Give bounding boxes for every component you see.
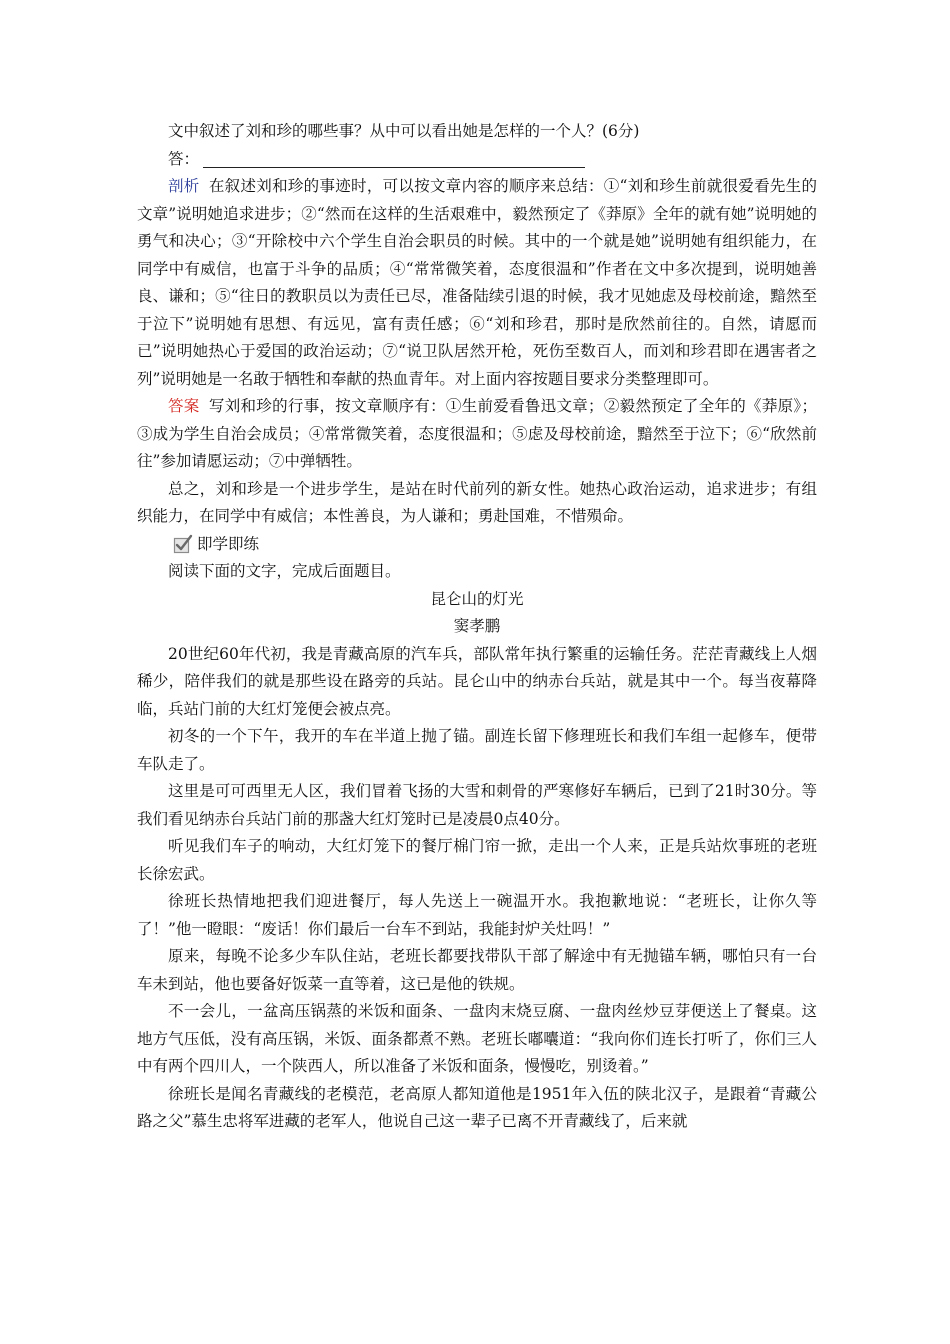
- article-author: 窦孝鹏: [453, 617, 501, 635]
- analysis-tag: 剖析: [168, 177, 200, 195]
- answer-summary: 总之，刘和珍是一个进步学生，是站在时代前列的新女性。她热心政治运动，追求进步；有组织能力，在同学中有威信；本性善良，为人谦和；勇赴国难，不惜殒命。: [137, 479, 817, 525]
- answer-blank-row: [137, 146, 817, 174]
- analysis-paragraph: [137, 173, 817, 393]
- answer-prefix: 答：: [168, 149, 200, 168]
- analysis-text: 在叙述刘和珍的事迹时，可以按文章内容的顺序来总结：①“刘和珍生前就很爱看先生的文章”说明她追求进步；②“然而在这样的生活艰难中，毅然预定了《莽原》全年的就有她”说明她的勇气和决心；③“开除校中六个学生自治会职员的时候。其中的一个就是她”说明她有组织能力，在同学中有威信，也富于斗争的品质；④“常常微笑着，态度很温和”作者在文中多次提到，说明她善良、谦和；⑤“往日的教职员以为责任已尽，准备陆续引退的时候，我才见她虑及母校前途，黯然至于泣下”说明她有思想、有远见，富有责任感；⑥“刘和珍君，那时是欣然前往的。自然，请愿而已”说明她热心于爱国的政治运动；⑦“说卫队居然开枪，死伤至数百人，而刘和珍君即在遇害者之列”说明她是一名敢于牺牲和奉献的热血青年。对上面内容按题目要求分类整理即可。: [137, 177, 817, 388]
- article-paragraph: 徐班长热情地把我们迎进餐厅，每人先送上一碗温开水。我抱歉地说：“老班长，让你久等了！”他一瞪眼：“废话！你们最后一台车不到站，我能封炉关灶吗！”: [137, 892, 817, 938]
- article-paragraph: 徐班长是闻名青藏线的老模范，老高原人都知道他是1951年入伍的陕北汉子，是跟着“青藏公路之父”慕生忠将军进藏的老军人，他说自己这一辈子已离不开青藏线了，后来就: [137, 1084, 817, 1130]
- question-text: 文中叙述了刘和珍的哪些事？从中可以看出她是怎样的一个人？(6分): [168, 122, 640, 140]
- article-title: 昆仑山的灯光: [430, 589, 524, 608]
- answer-text: 写刘和珍的行事，按文章顺序有：①生前爱看鲁迅文章；②毅然预定了全年的《莽原》；③成为学生自治会成员；④常常微笑着，态度很温和；⑤虑及母校前途，黯然至于泣下；⑥“欣然前往”参加请愿运动；⑦中弹牺牲。: [137, 397, 817, 470]
- answer-paragraph: [137, 393, 817, 476]
- article-paragraph: 不一会儿，一盆高压锅蒸的米饭和面条、一盘肉末烧豆腐、一盘肉丝炒豆芽便送上了餐桌。这地方气压低，没有高压锅，米饭、面条都煮不熟。老班长嘟囔道：“我向你们连长打听了，你们三人中有两个四川人，一个陕西人，所以准备了米饭和面条，慢慢吃，别烫着。”: [137, 1002, 817, 1075]
- answer-tag: 答案: [168, 397, 200, 415]
- article-paragraph: 这里是可可西里无人区，我们冒着飞扬的大雪和刺骨的严寒修好车辆后，已到了21时30分。等我们看见纳赤台兵站门前的那盏大红灯笼时已是凌晨0点40分。: [137, 782, 817, 828]
- answer-blank-line: [203, 149, 585, 168]
- article-paragraph: 原来，每晚不论多少车队住站，老班长都要找带队干部了解途中有无抛锚车辆，哪怕只有一台车未到站，他也要备好饭菜一直等着，这已是他的铁规。: [137, 947, 817, 993]
- practice-heading-row: [137, 531, 817, 559]
- article-paragraph: 20世纪60年代初，我是青藏高原的汽车兵，部队常年执行繁重的运输任务。茫茫青藏线上人烟稀少，陪伴我们的就是那些设在路旁的兵站。昆仑山中的纳赤台兵站，就是其中一个。每当夜幕降临，兵站门前的大红灯笼便会被点亮。: [137, 644, 817, 718]
- document-page: [137, 118, 817, 1136]
- article-paragraph: 初冬的一个下午，我开的车在半道上抛了锚。副连长留下修理班长和我们车组一起修车，便带车队走了。: [137, 727, 817, 773]
- article-paragraph: 听见我们车子的响动，大红灯笼下的餐厅棉门帘一掀，走出一个人来，正是兵站炊事班的老班长徐宏武。: [137, 837, 817, 883]
- practice-instruction: 阅读下面的文字，完成后面题目。: [168, 562, 401, 580]
- practice-heading: 即学即练: [197, 534, 260, 553]
- checkbox-icon: [173, 534, 193, 554]
